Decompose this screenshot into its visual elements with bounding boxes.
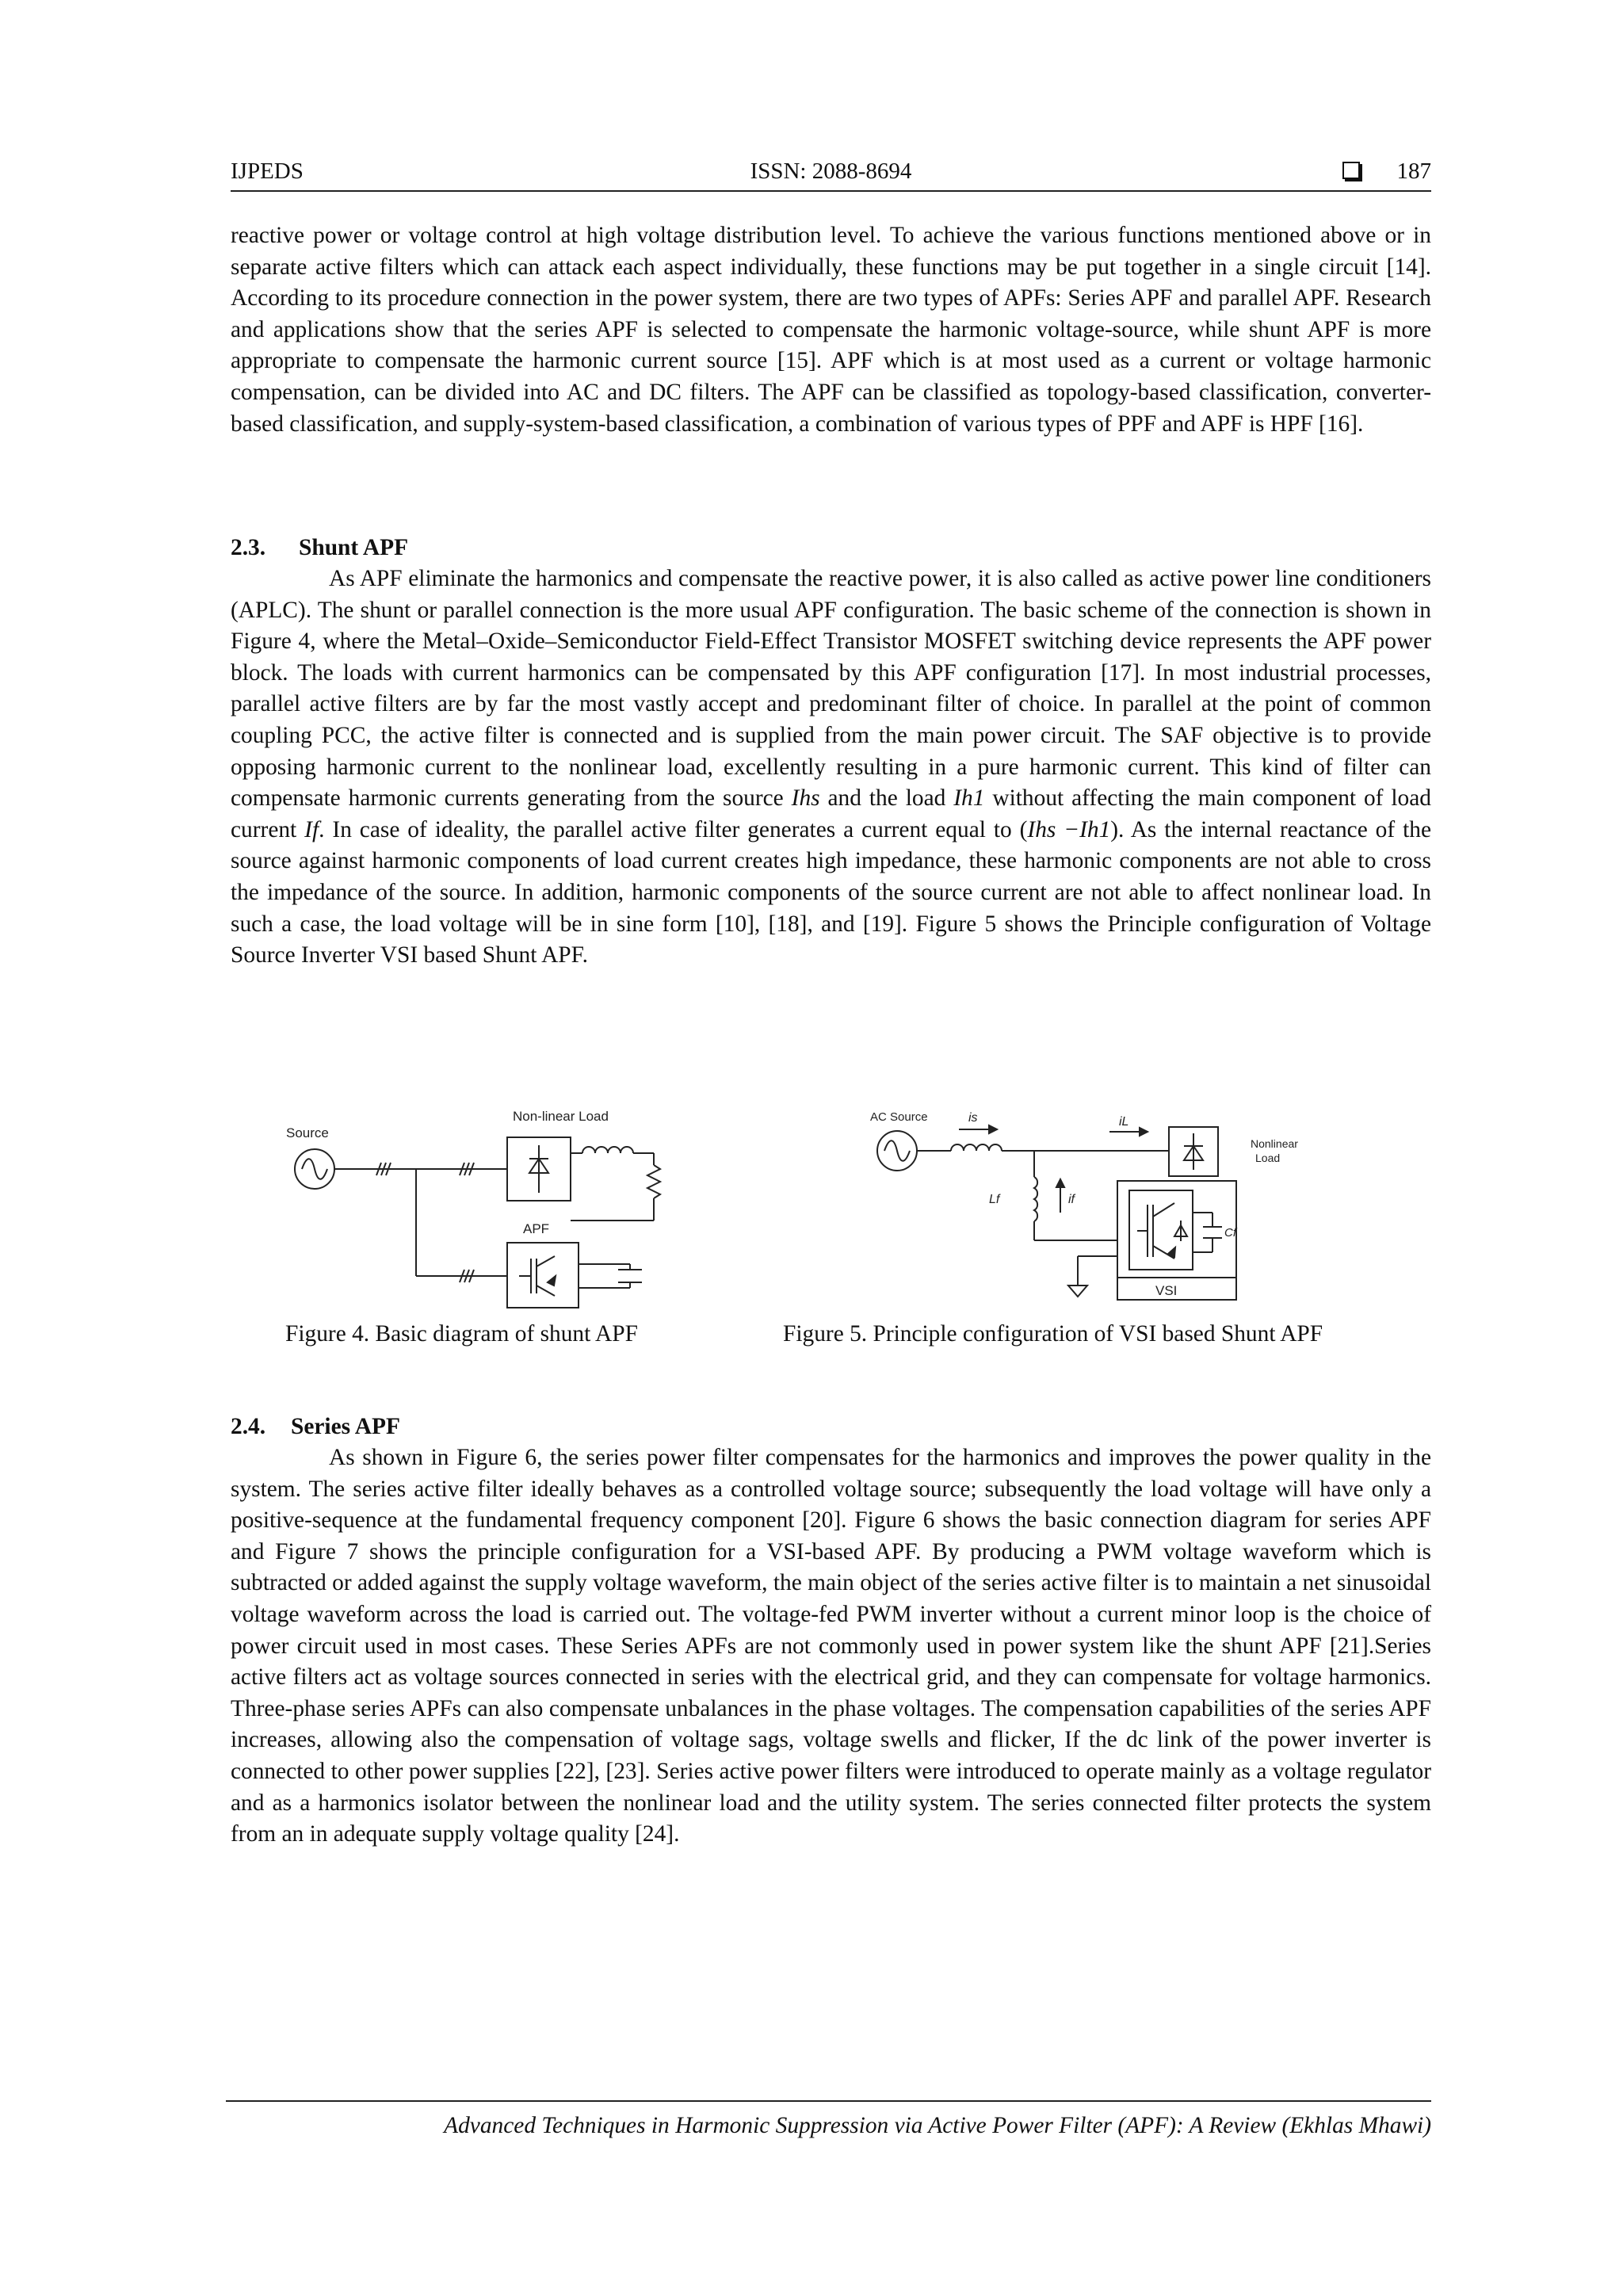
fig5-label-ac-source: AC Source	[870, 1110, 928, 1124]
symbol-if: If	[304, 816, 319, 842]
symbol-diff: Ihs −Ih1	[1027, 816, 1111, 842]
figure-4-caption: Figure 4. Basic diagram of shunt APF	[285, 1321, 638, 1347]
intro-paragraph: reactive power or voltage control at high voltage distribution level. To achieve the various functions mentioned above or in separate active filters which can attack each aspect individually, these functions may be put together in a single circuit [14]. According to its procedure connection in the power system, there are two types of APFs: Series APF and parallel APF. Research and applications show that the series APF is selected to compensate the harmonic voltage-source, while shunt APF is more appropriate to compensate the harmonic current source [15]. APF which is at most used as a current or voltage harmonic compensation, can be divided into AC and DC filters. The APF can be classified as topology-based classification, converter-based classification, and supply-system-based classification, a combination of various types of PPF and APF is HPF [16].	[231, 223, 1431, 437]
symbol-ih1: Ih1	[953, 785, 985, 812]
shunt-text-4: ). As the internal reactance of the source against harmonic components of load current creates high impedance, these harmonic components are not able to cross the impedance of the source. In addition, harmonic components of the source current are not able to affect nonlinear load. In such a case, the load voltage will be in sine form [10], [18], and [19]. Figure 5 shows the Principle configuration of Voltage Source Inverter VSI based Shunt APF.	[231, 816, 1431, 968]
running-footer: Advanced Techniques in Harmonic Suppression via Active Power Filter (APF): A Review (Ekhlas Mhawi)	[226, 2100, 1431, 2141]
fig5-label-il: iL	[1119, 1115, 1129, 1129]
running-header	[231, 155, 1431, 192]
fig5-label-cf: Cf	[1224, 1226, 1236, 1240]
shunt-text-1: As APF eliminate the harmonics and compensate the reactive power, it is also called as active power line conditioners (APLC). The shunt or parallel connection is the more usual APF configuration. The basic scheme of the connection is shown in Figure 4, where the Metal–Oxide–Semiconductor Field-Effect Transistor MOSFET switching device represents the APF power block. The loads with current harmonics can be compensated by this APF configuration [17]. In most industrial processes, parallel active filters are by far the most vastly accept and predominant filter of choice. In parallel at the point of common coupling PCC, the active filter is connected and is supplied from the main power circuit. The SAF objective is to provide opposing harmonic current to the nonlinear load, excellently resulting in a pure harmonic current. This kind of filter can compensate harmonic currents generating from the source	[231, 566, 1431, 812]
fig5-label-lf: Lf	[989, 1193, 1000, 1206]
figure-4-diagram	[281, 1086, 693, 1316]
shunt-text-and: and the load	[827, 785, 946, 812]
page-number: 187	[1396, 159, 1431, 184]
section-number: 2.3.	[231, 535, 266, 560]
fig5-label-vsi: VSI	[1155, 1283, 1178, 1298]
fig5-label-load: Load	[1255, 1152, 1281, 1164]
fig5-label-is: is	[968, 1111, 978, 1125]
section-heading-shunt-apf	[231, 532, 408, 563]
journal-name: IJPEDS	[231, 159, 304, 184]
fig5-label-if: if	[1068, 1193, 1075, 1206]
section-title: Shunt APF	[299, 535, 409, 560]
issn: ISSN: 2088-8694	[750, 159, 912, 184]
section-title: Series APF	[291, 1414, 400, 1439]
fig4-label-source: Source	[286, 1125, 329, 1140]
section-heading-series-apf	[231, 1411, 400, 1442]
shunt-text-2: without affecting the main component of load current	[231, 785, 1431, 842]
shunt-apf-paragraph	[231, 563, 1431, 972]
shunt-text-3: . In case of ideality, the parallel active filter generates a current equal to (	[319, 816, 1028, 842]
section-number: 2.4.	[231, 1414, 266, 1439]
fig4-label-apf: APF	[523, 1221, 550, 1236]
checkbox-square-icon	[1342, 162, 1360, 179]
series-apf-paragraph: As shown in Figure 6, the series power filter compensates for the harmonics and improves the power quality in the system. The series active filter ideally behaves as a controlled voltage source; subsequently the load voltage will have only a positive-sequence at the fundamental frequency component [20]. Figure 6 shows the basic connection diagram for series APF and Figure 7 shows the principle configuration for a VSI-based APF. By producing a PWM voltage waveform which is subtracted or added against the supply voltage waveform, the main object of the series active filter is to maintain a net sinusoidal voltage waveform across the load is carried out. The voltage-fed PWM inverter without a current minor loop is the choice of power circuit used in most cases. These Series APFs are not commonly used in power system like the shunt APF [21].Series active filters act as voltage sources connected in series with the electrical grid, and they can compensate for voltage harmonics. Three-phase series APFs can also compensate unbalances in the phase voltages. The compensation capabilities of the series APF increases, allowing also the compensation of voltage sags, voltage swells and flicker, If the dc link of the power inverter is connected to other power supplies [22], [23]. Series active power filters were introduced to operate mainly as a voltage regulator and as a harmonics isolator between the nonlinear load and the utility system. The series connected filter protects the system from an in adequate supply voltage quality [24].	[231, 1445, 1431, 1847]
fig5-label-nonlinear: Nonlinear	[1251, 1137, 1298, 1150]
symbol-ihs: Ihs	[791, 785, 820, 812]
figure-5-caption: Figure 5. Principle configuration of VSI based Shunt APF	[783, 1321, 1323, 1347]
figure-5-diagram	[864, 1102, 1323, 1316]
fig4-label-load: Non-linear Load	[513, 1109, 609, 1124]
